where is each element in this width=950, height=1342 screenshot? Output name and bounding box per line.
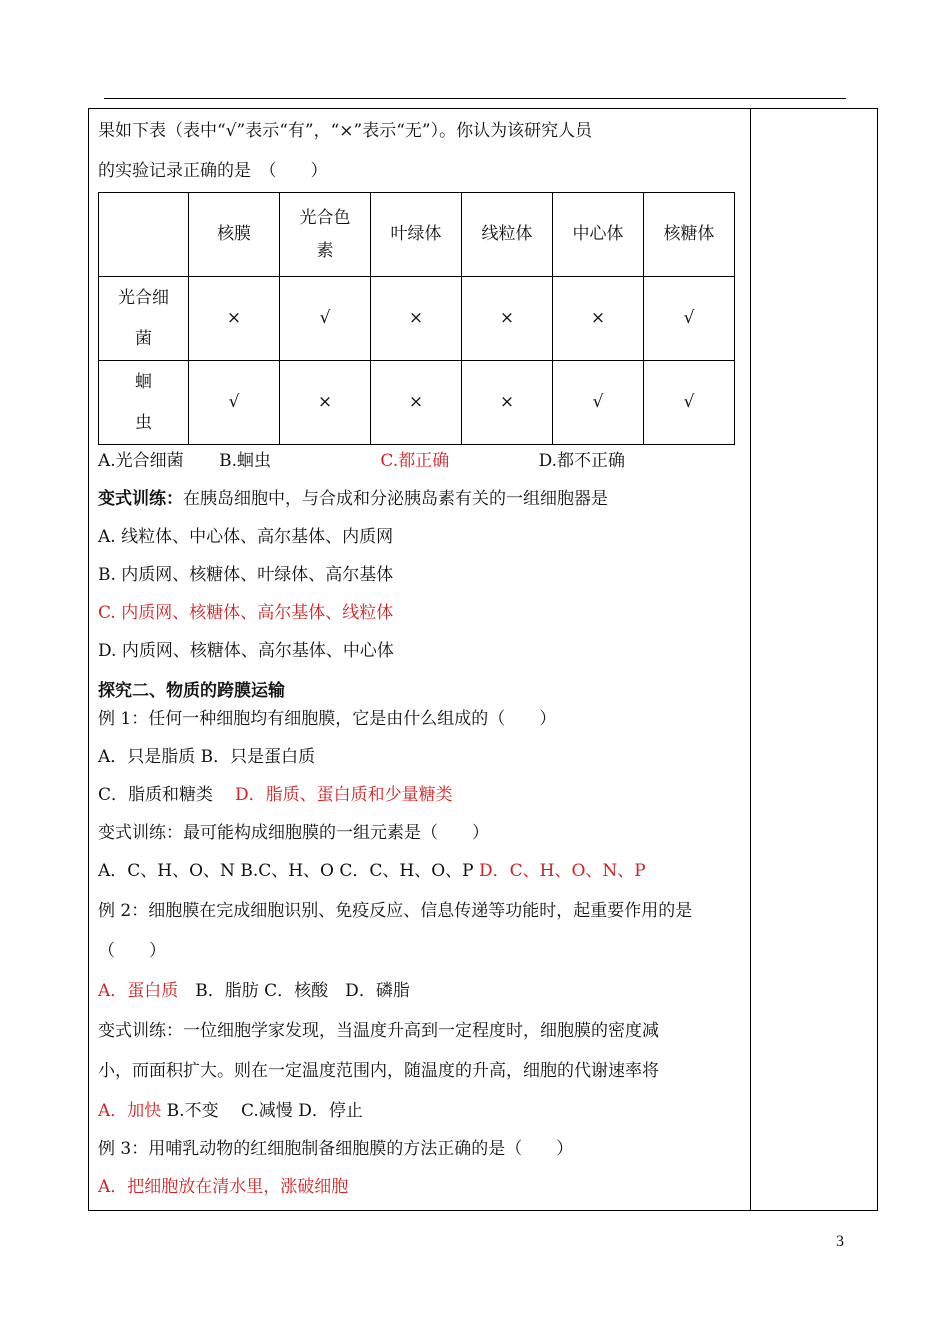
example2-options-bcd: B．脂肪 C．核酸 D．磷脂 [178, 981, 410, 1001]
page-number: 3 [836, 1233, 844, 1250]
table-header-cell: 叶绿体 [371, 193, 462, 277]
option-c-correct: C.都正确 [380, 451, 450, 471]
table-cell: √ [280, 277, 371, 361]
variant3-line1: 变式训练：一位细胞学家发现，当温度升高到一定程度时，细胞膜的密度减 [98, 1021, 659, 1041]
table-cell: √ [644, 277, 735, 361]
table-cell: × [280, 361, 371, 445]
variant1-option-d: D. 内质网、核糖体、高尔基体、中心体 [98, 641, 394, 661]
table-cell: √ [553, 361, 644, 445]
variant2-option-d-correct: D．C、H、O、N、P [479, 861, 646, 881]
variant2-options-abc: A．C、H、O、N B.C、H、O C．C、H、O、P [98, 861, 480, 881]
notes-column-divider [750, 108, 751, 1211]
row-label [99, 277, 189, 361]
variant-training-1 [98, 484, 608, 509]
header-rule [104, 98, 846, 99]
example1-option-d-correct: D．脂质、蛋白质和少量糖类 [235, 785, 453, 805]
example1-options-cd [98, 780, 453, 805]
variant3-options-bcd: B.不变 C.减慢 D．停止 [161, 1101, 363, 1121]
variant-label: 变式训练： [98, 489, 183, 509]
table-header-cell [99, 193, 189, 277]
table-header-cell: 核膜 [189, 193, 280, 277]
example1-question: 例 1：任何一种细胞均有细胞膜，它是由什么组成的（ ） [98, 709, 557, 729]
table-header-cell: 核糖体 [644, 193, 735, 277]
table-cell: × [371, 277, 462, 361]
option-b: B.蛔虫 [219, 451, 271, 471]
table-row [99, 361, 735, 445]
variant1-option-b: B. 内质网、核糖体、叶绿体、高尔基体 [98, 565, 394, 585]
table-cell: × [462, 277, 553, 361]
variant3-option-a-correct: A．加快 [98, 1101, 162, 1121]
variant3-options [98, 1096, 363, 1121]
table-header-cell: 线粒体 [462, 193, 553, 277]
row-label-text: 光合细菌 [118, 287, 169, 349]
table-row [99, 277, 735, 361]
example3-option-a-correct: A．把细胞放在清水里，涨破细胞 [98, 1177, 349, 1197]
header-guanhesesu: 光合色素 [299, 208, 351, 261]
row-label [99, 361, 189, 445]
example1-option-c: C．脂质和糖类 [98, 785, 214, 805]
table-cell: × [371, 361, 462, 445]
option-a: A.光合细菌 [98, 451, 184, 471]
answer-options-1 [98, 446, 625, 471]
variant1-option-a: A. 线粒体、中心体、高尔基体、内质网 [98, 527, 394, 547]
variant3-line2: 小，而面积扩大。则在一定温度范围内，随温度的升高，细胞的代谢速率将 [98, 1061, 659, 1081]
option-d: D.都不正确 [538, 451, 626, 471]
table-cell: × [189, 277, 280, 361]
table-cell: √ [644, 361, 735, 445]
example1-options-ab: A．只是脂质 B．只是蛋白质 [98, 747, 316, 767]
question-intro-line1: 果如下表（表中“√”表示“有”，“×”表示“无”）。你认为该研究人员 [98, 121, 593, 141]
variant-training-2: 变式训练：最可能构成细胞膜的一组元素是（ ） [98, 823, 489, 843]
question-intro-line2: 的实验记录正确的是 （ ） [98, 161, 328, 181]
variant-text: 在胰岛细胞中，与合成和分泌胰岛素有关的一组细胞器是 [183, 489, 608, 509]
table-cell: × [553, 277, 644, 361]
example2-question-line1: 例 2：细胞膜在完成细胞识别、免疫反应、信息传递等功能时，起重要作用的是 [98, 901, 693, 921]
table-header-row [99, 193, 735, 277]
variant2-options [98, 856, 646, 881]
example2-options [98, 976, 410, 1001]
example3-question: 例 3：用哺乳动物的红细胞制备细胞膜的方法正确的是（ ） [98, 1139, 574, 1159]
example2-option-a-correct: A．蛋白质 [98, 981, 179, 1001]
section-heading: 探究二、物质的跨膜运输 [98, 681, 285, 701]
organelle-table [98, 192, 735, 445]
table-cell: √ [189, 361, 280, 445]
table-header-cell [280, 193, 371, 277]
example2-question-line2: （ ） [98, 941, 166, 961]
table-header-cell: 中心体 [553, 193, 644, 277]
table-cell: × [462, 361, 553, 445]
variant1-option-c-correct: C. 内质网、核糖体、高尔基体、线粒体 [98, 603, 394, 623]
row-label-text: 蛔虫 [135, 371, 152, 433]
